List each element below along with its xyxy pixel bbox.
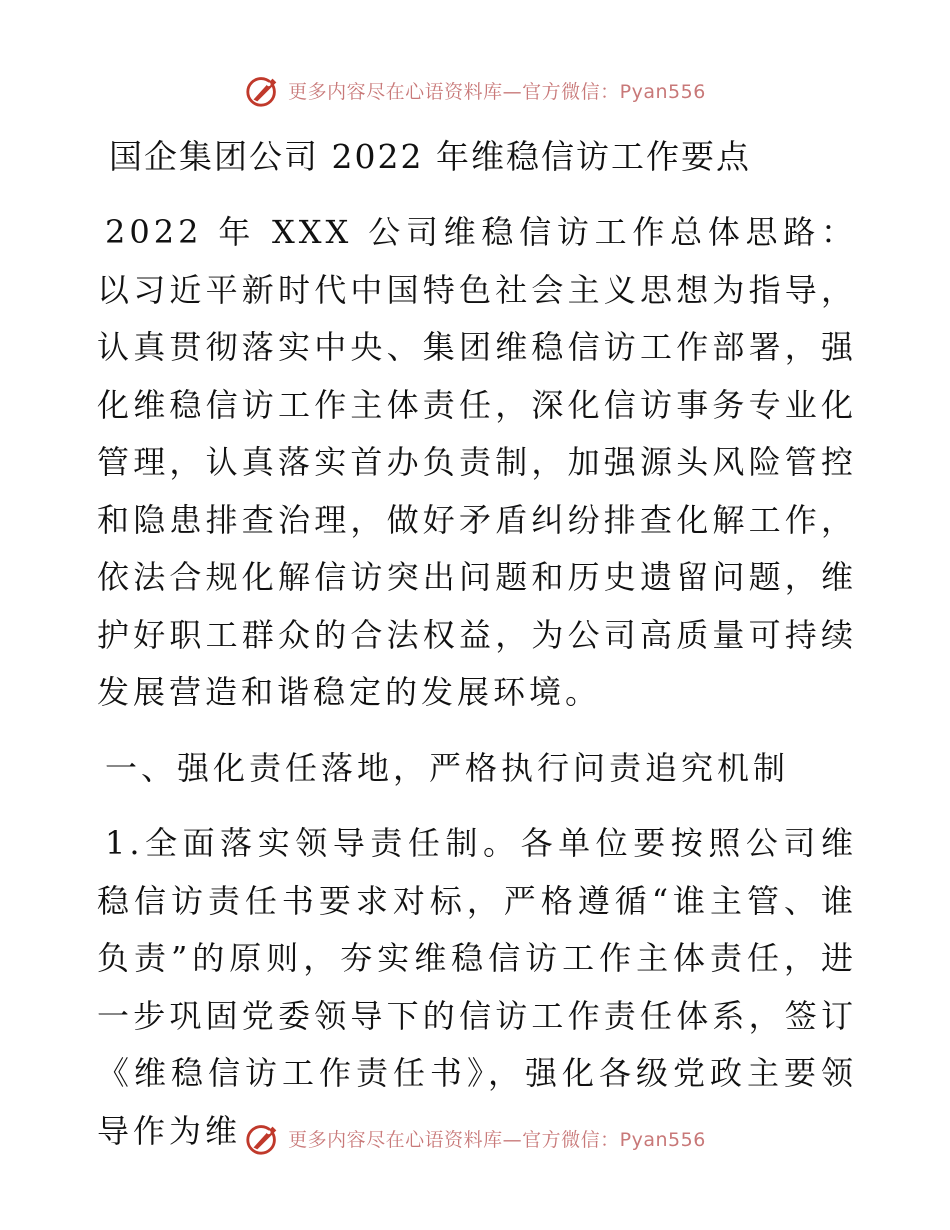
pen-nib-logo-icon <box>244 71 282 109</box>
section-heading-1: 一、强化责任落地，严格执行问责追究机制 <box>105 748 790 787</box>
footer-watermark <box>0 1118 950 1158</box>
intro-paragraph: 2022 年 XXX 公司维稳信访工作总体思路：以习近平新时代中国特色社会主义思想为指导，认真贯彻落实中央、集团维稳信访工作部署，强化维稳信访工作主体责任，深化信访事务专业化管理，认真落实首办负责制，加强源头风险管控和隐患排查治理，做好矛盾纠纷排查化解工作，依法合规化解信访突出问题和历史遗留问题，维护好职工群众的合法权益，为公司高质量可持续发展营造和谐稳定的发展环境。 <box>97 213 857 711</box>
pen-nib-logo-icon <box>244 1119 282 1157</box>
footer-watermark-text: 更多内容尽在心语资料库—官方微信：Pyan556 <box>288 1128 706 1151</box>
document-title: 国企集团公司 2022 年维稳信访工作要点 <box>109 137 751 176</box>
item-paragraph-1: 1.全面落实领导责任制。各单位要按照公司维稳信访责任书要求对标，严格遵循“谁主管、谁负责”的原则，夯实维稳信访工作主体责任，进一步巩固党委领导下的信访工作责任体系，签订《维稳信访工作责任书》，强化各级党政主要领导作为维 <box>97 824 857 1150</box>
header-watermark <box>0 70 950 110</box>
document-page <box>97 118 857 1160</box>
header-watermark-text: 更多内容尽在心语资料库—官方微信：Pyan556 <box>288 80 706 103</box>
